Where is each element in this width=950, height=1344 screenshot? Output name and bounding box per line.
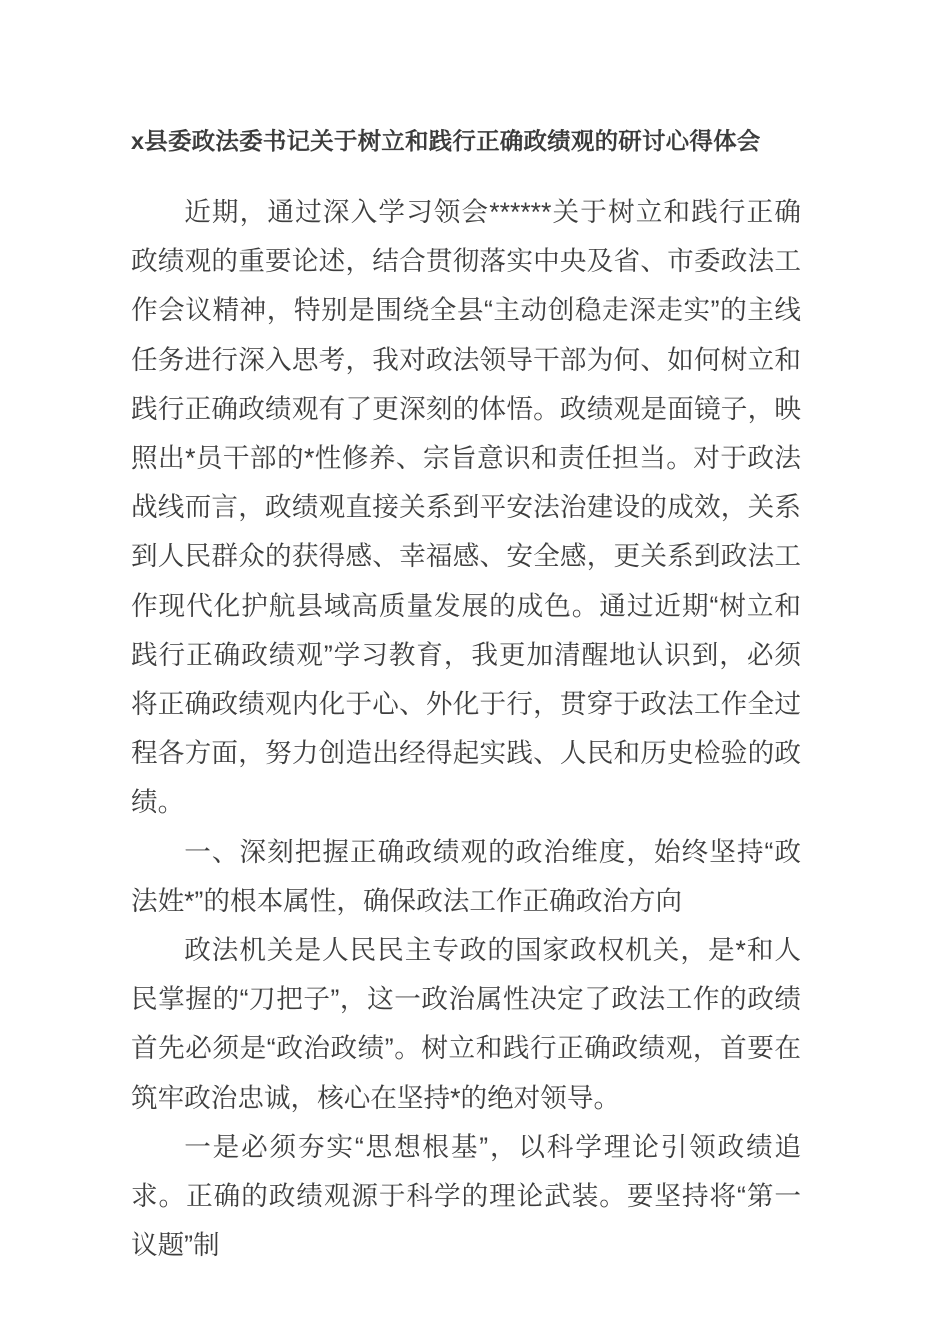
paragraph-section1-2: 一是必须夯实“思想根基”，以科学理论引领政绩追求。正确的政绩观源于科学的理论武装。要坚持将“第一议题”制 <box>131 1131 801 1261</box>
document-body <box>131 188 801 1270</box>
page-title: x县委政法委书记关于树立和践行正确政绩观的研讨心得体会 <box>131 128 761 154</box>
section-heading-1: 一、深刻把握正确政绩观的政治维度，始终坚持“政法姓*”的根本属性，确保政法工作正确政治方向 <box>131 836 801 916</box>
paragraph-section1-1: 政法机关是人民民主专政的国家政权机关，是*和人民掌握的“刀把子”，这一政治属性决定了政法工作的政绩首先必须是“政治政绩”。树立和践行正确政绩观，首要在筑牢政治忠诚，核心在坚持*的绝对领导。 <box>131 935 801 1113</box>
paragraph-intro: 近期，通过深入学习领会******关于树立和践行正确政绩观的重要论述，结合贯彻落实中央及省、市委政法工作会议精神，特别是围绕全县“主动创稳走深走实”的主线任务进行深入思考，我对政法领导干部为何、如何树立和践行正确政绩观有了更深刻的体悟。政绩观是面镜子，映照出*员干部的*性修养、宗旨意识和责任担当。对于政法战线而言，政绩观直接关系到平安法治建设的成效，关系到人民群众的获得感、幸福感、安全感，更关系到政法工作现代化护航县域高质量发展的成色。通过近期“树立和践行正确政绩观”学习教育，我更加清醒地认识到，必须将正确政绩观内化于心、外化于行，贯穿于政法工作全过程各方面，努力创造出经得起实践、人民和历史检验的政绩。 <box>131 197 801 818</box>
